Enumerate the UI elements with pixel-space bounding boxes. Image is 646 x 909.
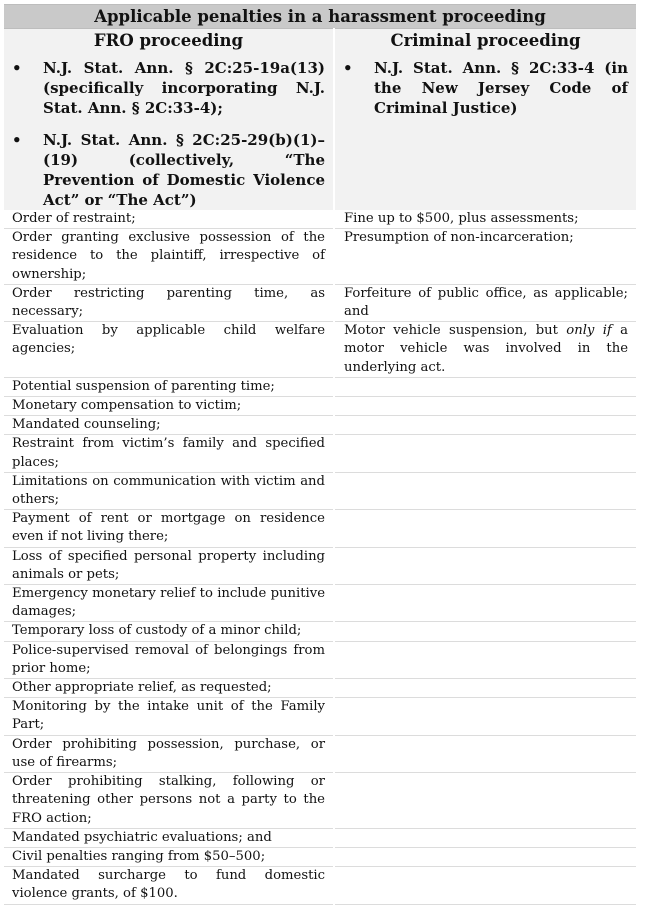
fro-penalty: Order of restraint; bbox=[4, 210, 334, 229]
fro-penalty: Order restricting parenting time, as necessary; bbox=[4, 284, 334, 321]
criminal-penalty bbox=[334, 679, 636, 698]
table-row bbox=[4, 547, 636, 584]
criminal-penalty bbox=[334, 622, 636, 641]
statute-text: N.J. Stat. Ann. § 2C:33-4 (in the New Jersey Code of Criminal Justice) bbox=[374, 59, 629, 117]
table-row bbox=[4, 210, 636, 229]
criminal-penalty bbox=[334, 397, 636, 416]
table-row bbox=[4, 735, 636, 772]
table-row bbox=[4, 641, 636, 678]
fro-penalty: Other appropriate relief, as requested; bbox=[4, 679, 334, 698]
fro-penalty: Monitoring by the intake unit of the Family Part; bbox=[4, 698, 334, 735]
table-row bbox=[4, 847, 636, 866]
criminal-penalty bbox=[334, 547, 636, 584]
fro-penalty: Emergency monetary relief to include punitive damages; bbox=[4, 585, 334, 622]
fro-penalty: Mandated surcharge to fund domestic violence grants, of $100. bbox=[4, 867, 334, 904]
criminal-penalty bbox=[334, 510, 636, 547]
criminal-penalty bbox=[334, 735, 636, 772]
fro-penalty: Civil penalties ranging from $50–500; bbox=[4, 847, 334, 866]
table-row bbox=[4, 679, 636, 698]
fro-statutes-cell bbox=[4, 52, 334, 210]
fro-penalty: Police-supervised removal of belongings from prior home; bbox=[4, 641, 334, 678]
penalty-text: a motor vehicle was involved in the underlying act. bbox=[344, 323, 629, 375]
table-title: Applicable penalties in a harassment proceeding bbox=[4, 5, 636, 29]
table-row bbox=[4, 377, 636, 396]
fro-penalty: Limitations on communication with victim and others; bbox=[4, 472, 334, 509]
fro-penalty: Order prohibiting possession, purchase, or use of firearms; bbox=[4, 735, 334, 772]
bullet-icon: • bbox=[343, 59, 353, 77]
criminal-penalty: Presumption of non-incarceration; bbox=[334, 229, 636, 285]
criminal-penalty bbox=[334, 641, 636, 678]
criminal-penalty bbox=[334, 472, 636, 509]
penalty-text: Motor vehicle suspension, but bbox=[344, 323, 567, 339]
header-fro-proceeding: FRO proceeding bbox=[4, 29, 334, 53]
table-row bbox=[4, 585, 636, 622]
fro-penalty: Temporary loss of custody of a minor child; bbox=[4, 622, 334, 641]
fro-penalty: Evaluation by applicable child welfare agencies; bbox=[4, 322, 334, 378]
table-row bbox=[4, 322, 636, 378]
bullet-icon: • bbox=[12, 59, 22, 77]
statute-item bbox=[4, 58, 333, 118]
criminal-penalty bbox=[334, 698, 636, 735]
fro-penalty: Loss of specified personal property including animals or pets; bbox=[4, 547, 334, 584]
fro-penalty: Payment of rent or mortgage on residence even if not living there; bbox=[4, 510, 334, 547]
penalty-emphasis: only if bbox=[566, 323, 612, 339]
header-criminal-proceeding: Criminal proceeding bbox=[334, 29, 636, 53]
criminal-penalty bbox=[334, 847, 636, 866]
table-row bbox=[4, 867, 636, 904]
fro-penalty: Restraint from victim’s family and specified places; bbox=[4, 435, 334, 472]
bullet-icon: • bbox=[12, 131, 22, 149]
statute-item bbox=[4, 130, 333, 210]
criminal-penalty bbox=[334, 435, 636, 472]
table-row bbox=[4, 773, 636, 829]
criminal-penalty bbox=[334, 377, 636, 396]
table-row bbox=[4, 435, 636, 472]
table-row bbox=[4, 416, 636, 435]
criminal-penalty bbox=[334, 585, 636, 622]
criminal-penalty bbox=[334, 773, 636, 829]
criminal-penalty: Fine up to $500, plus assessments; bbox=[334, 210, 636, 229]
penalties-body bbox=[4, 210, 636, 904]
fro-penalty: Potential suspension of parenting time; bbox=[4, 377, 334, 396]
table-row bbox=[4, 698, 636, 735]
statute-text: N.J. Stat. Ann. § 2C:25-19a(13) (specifically incorporating N.J. Stat. Ann. § 2C:33-4); bbox=[43, 59, 325, 117]
statute-item bbox=[335, 58, 636, 118]
fro-penalty: Monetary compensation to victim; bbox=[4, 397, 334, 416]
criminal-penalty: Forfeiture of public office, as applicable; and bbox=[334, 284, 636, 321]
criminal-penalty bbox=[334, 867, 636, 904]
statute-text: N.J. Stat. Ann. § 2C:25-29(b)(1)–(19) (collectively, “The Prevention of Domestic Violence Act” or “The Act”) bbox=[43, 131, 325, 209]
criminal-penalty bbox=[334, 828, 636, 847]
fro-penalty: Order granting exclusive possession of the residence to the plaintiff, irrespective of ownership; bbox=[4, 229, 334, 285]
table-row bbox=[4, 622, 636, 641]
table-row bbox=[4, 472, 636, 509]
criminal-penalty bbox=[334, 322, 636, 378]
criminal-statutes-cell bbox=[334, 52, 636, 210]
fro-penalty: Mandated psychiatric evaluations; and bbox=[4, 828, 334, 847]
penalties-table bbox=[4, 4, 636, 905]
criminal-penalty bbox=[334, 416, 636, 435]
criminal-statutes-list bbox=[335, 58, 636, 118]
fro-penalty: Mandated counseling; bbox=[4, 416, 334, 435]
fro-penalty: Order prohibiting stalking, following or threatening other persons not a party to the FRO action; bbox=[4, 773, 334, 829]
table-row bbox=[4, 229, 636, 285]
fro-statutes-list bbox=[4, 58, 333, 210]
table-row bbox=[4, 397, 636, 416]
table-row bbox=[4, 828, 636, 847]
table-row bbox=[4, 510, 636, 547]
table-row bbox=[4, 284, 636, 321]
